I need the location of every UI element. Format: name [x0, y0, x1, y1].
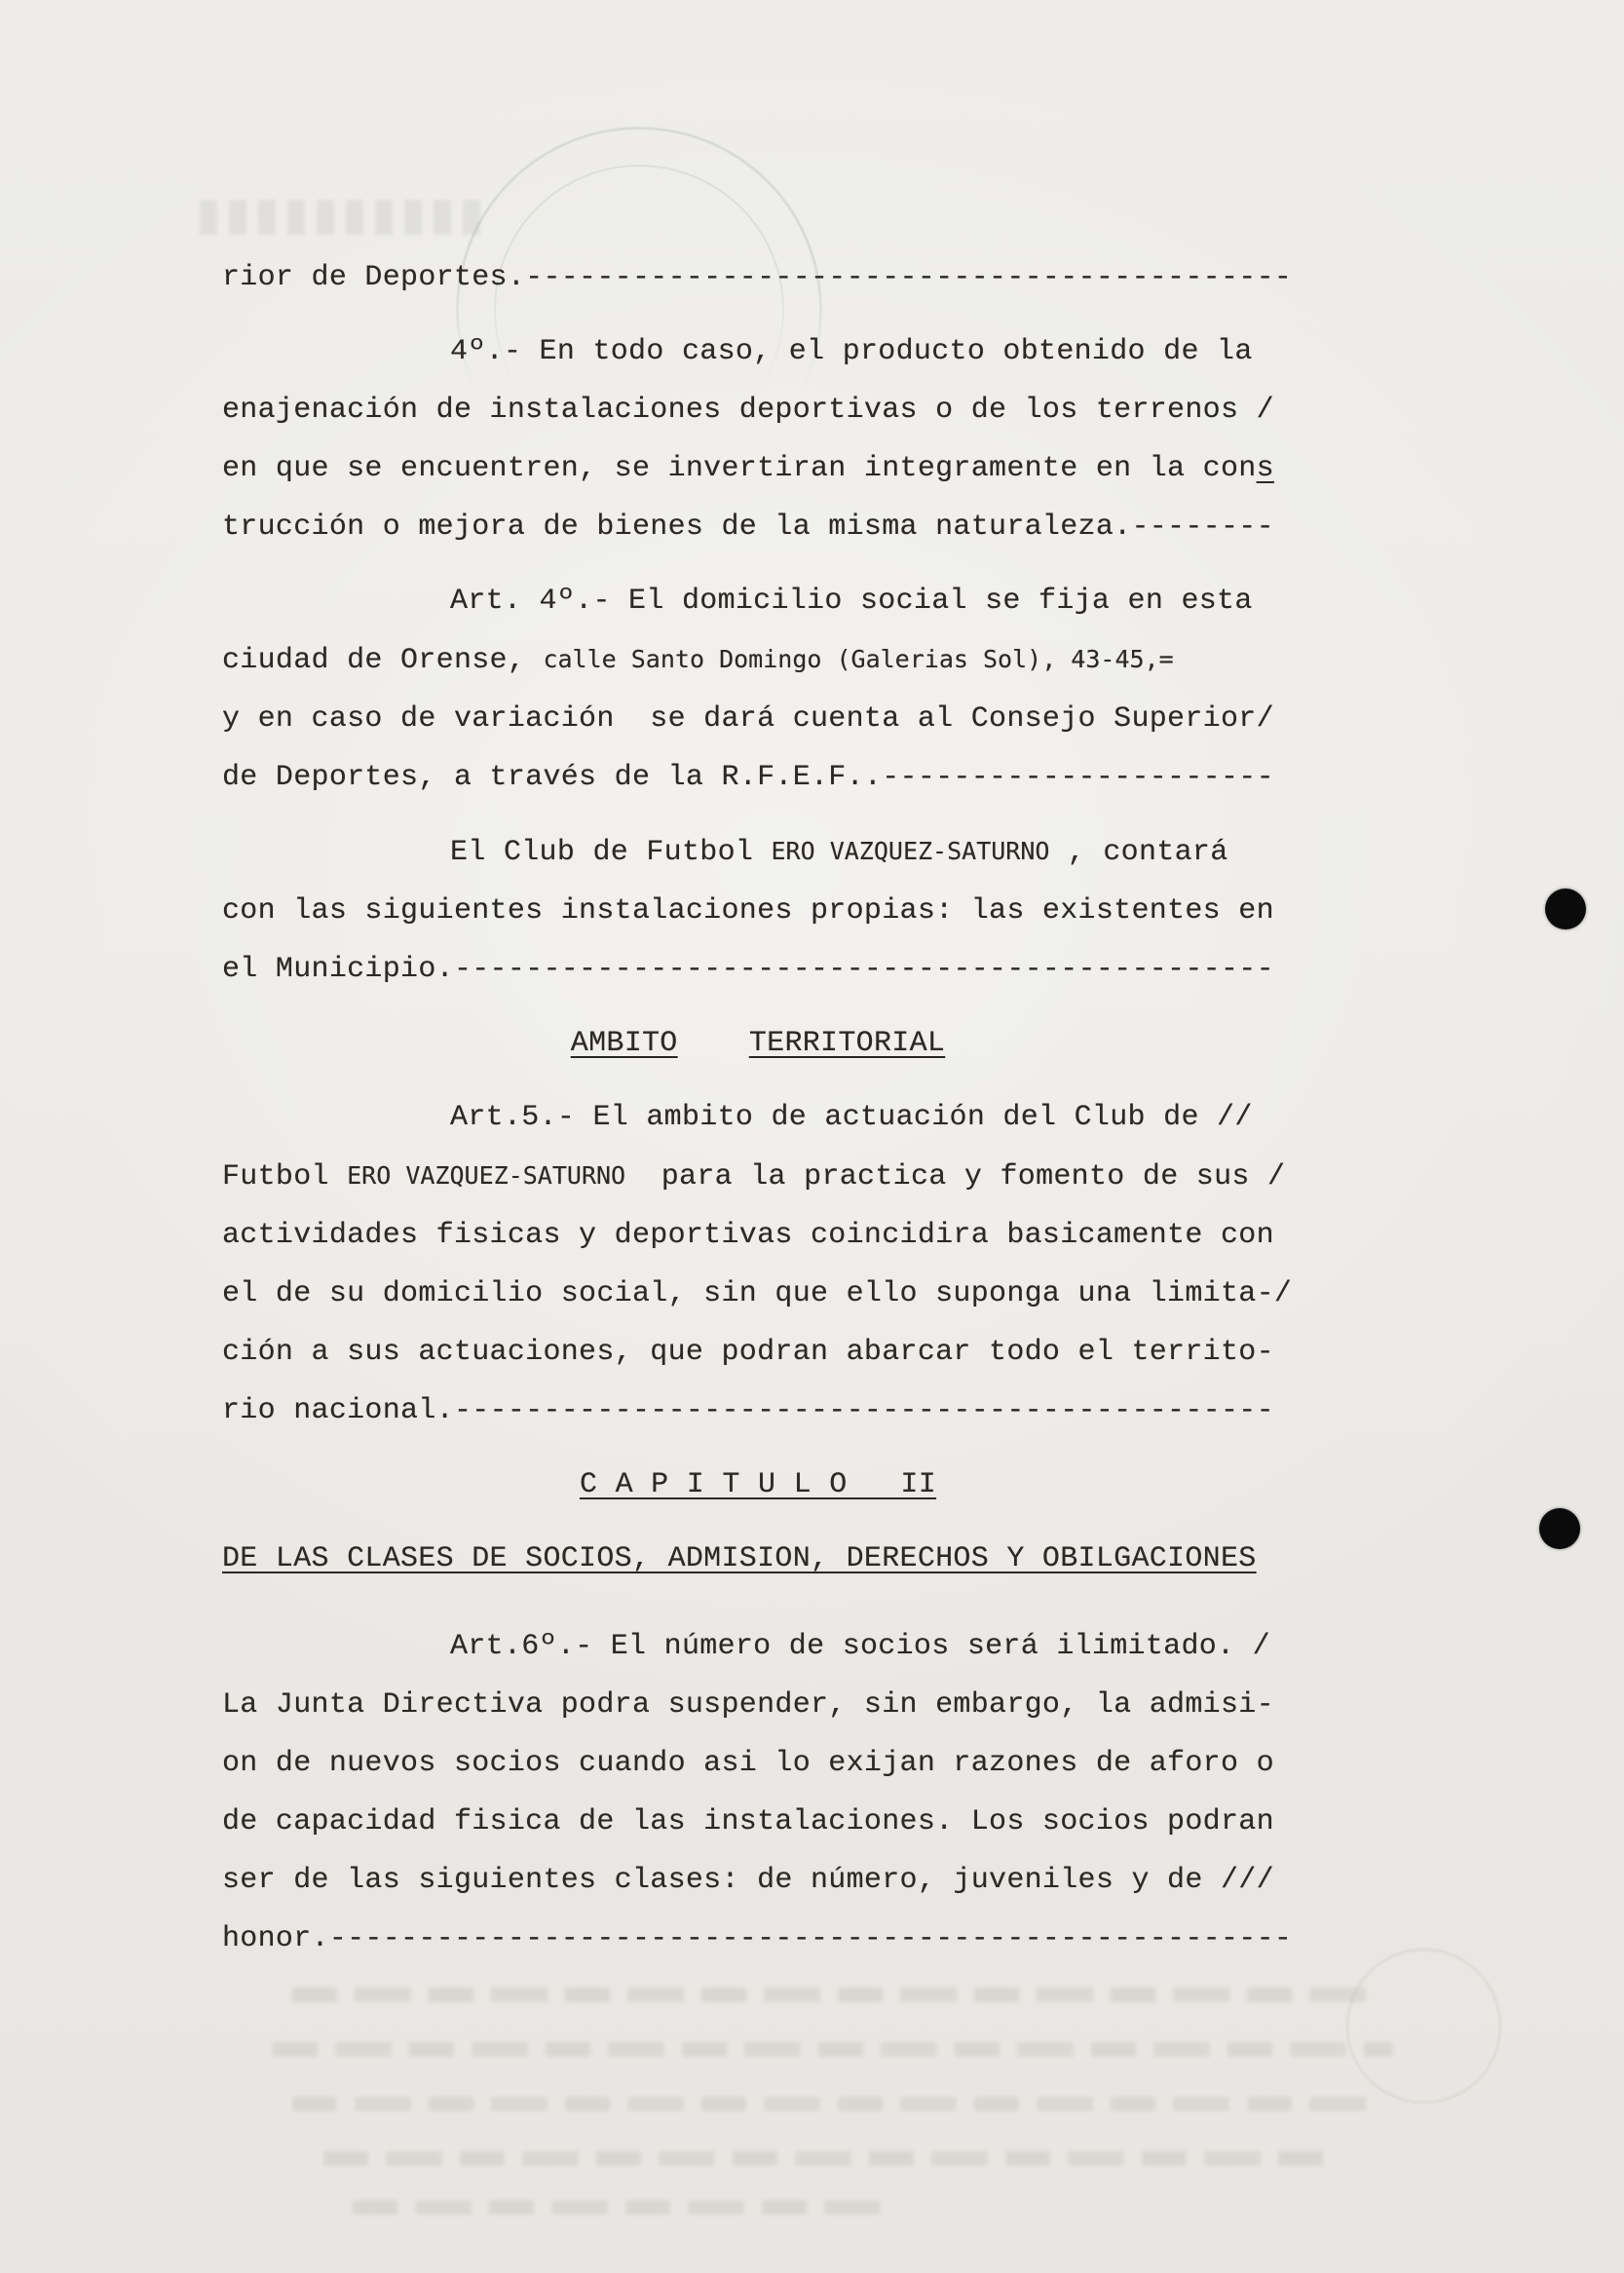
body-line [222, 1265, 1294, 1323]
text-segment: honor.------------------------------------------------------ [222, 1922, 1293, 1955]
text-segment: de capacidad fisica de las instalaciones. Los socios podran [222, 1805, 1274, 1838]
chapter-subheading [222, 1530, 1294, 1588]
text-segment: El Club de Futbol [450, 836, 772, 869]
text-segment: on de nuevos socios cuando asi lo exijan razones de aforo o [222, 1747, 1274, 1780]
body-line [222, 381, 1294, 439]
body-line [222, 1734, 1294, 1793]
chapter-heading [222, 1456, 1294, 1514]
bleedthrough-text-line [323, 2151, 1337, 2166]
text-segment: ser de las siguientes clases: de número, juveniles y de /// [222, 1864, 1274, 1897]
underlined-text: s [1256, 452, 1274, 485]
text-segment: enajenación de instalaciones deportivas o de los terrenos / [222, 394, 1274, 427]
section-heading [222, 1014, 1294, 1073]
bleedthrough-text-line [292, 1988, 1383, 2002]
underlined-text: TERRITORIAL [748, 1027, 946, 1060]
body-line [222, 1793, 1294, 1851]
text-segment: rior de Deportes.------------------------------------------- [222, 261, 1293, 294]
body-line [222, 630, 1294, 690]
text-segment: , contará [1049, 836, 1228, 869]
faint-round-stamp-mark [1346, 1949, 1501, 2103]
bleedthrough-text-line [353, 2200, 898, 2215]
text-segment: para la practica y fomento de sus / [625, 1160, 1286, 1193]
text-segment: actividades fisicas y deportivas coincidira basicamente con [222, 1219, 1274, 1252]
text-segment: Futbol [222, 1160, 348, 1193]
bleedthrough-text-line [292, 2097, 1374, 2111]
typed-fill-text: ERO VAZQUEZ-SATURNO [347, 1161, 626, 1190]
text-segment: ciudad de Orense, [222, 644, 544, 677]
body-line [222, 498, 1294, 556]
underlined-text: C A P I T U L O II [579, 1468, 937, 1501]
body-line [222, 1910, 1294, 1968]
text-segment [678, 1027, 749, 1060]
body-line [222, 1617, 1294, 1676]
body-line [222, 439, 1294, 498]
text-segment: de Deportes, a través de la R.F.E.F..---------------------- [222, 761, 1274, 794]
body-line [222, 1676, 1294, 1734]
document-body [222, 248, 1294, 1968]
body-line [222, 248, 1294, 307]
bleedthrough-number-mark [200, 200, 492, 235]
body-line [222, 822, 1294, 882]
body-line [222, 690, 1294, 748]
body-line [222, 1088, 1294, 1147]
punch-hole-icon [1545, 889, 1586, 929]
underlined-text: DE LAS CLASES DE SOCIOS, ADMISION, DERECHOS Y OBILGACIONES [222, 1542, 1257, 1575]
text-segment: en que se encuentren, se invertiran integramente en la con [222, 452, 1257, 485]
body-line [222, 882, 1294, 940]
text-segment: con las siguientes instalaciones propias: las existentes en [222, 894, 1274, 928]
bleedthrough-text-line [273, 2042, 1393, 2057]
body-line [222, 1851, 1294, 1910]
text-segment: 4º.- En todo caso, el producto obtenido de la [450, 335, 1253, 368]
punch-hole-icon [1539, 1508, 1580, 1549]
text-segment: La Junta Directiva podra suspender, sin embargo, la admisi- [222, 1688, 1274, 1722]
typed-fill-text: calle Santo Domingo (Galerias Sol), 43-45,= [543, 645, 1174, 673]
text-segment: el de su domicilio social, sin que ello suponga una limita-/ [222, 1277, 1293, 1310]
body-line [222, 748, 1294, 807]
text-segment: y en caso de variación se dará cuenta al Consejo Superior/ [222, 702, 1274, 736]
body-line [222, 940, 1294, 999]
text-segment: Art. 4º.- El domicilio social se fija en esta [450, 585, 1253, 618]
body-line [222, 322, 1294, 381]
text-segment: trucción o mejora de bienes de la misma naturaleza.-------- [222, 511, 1274, 544]
text-segment: el Municipio.---------------------------------------------- [222, 953, 1274, 986]
body-line [222, 1323, 1294, 1382]
text-segment: ción a sus actuaciones, que podran abarcar todo el territo- [222, 1336, 1274, 1369]
typed-fill-text: ERO VAZQUEZ-SATURNO [771, 837, 1050, 865]
text-segment: Art.6º.- El número de socios será ilimitado. / [450, 1630, 1270, 1663]
body-line [222, 1206, 1294, 1265]
text-segment: rio nacional.---------------------------------------------- [222, 1394, 1274, 1427]
body-line [222, 1382, 1294, 1440]
body-line [222, 1147, 1294, 1206]
text-segment: Art.5.- El ambito de actuación del Club de // [450, 1101, 1253, 1134]
underlined-text: AMBITO [570, 1027, 678, 1060]
body-line [222, 572, 1294, 630]
